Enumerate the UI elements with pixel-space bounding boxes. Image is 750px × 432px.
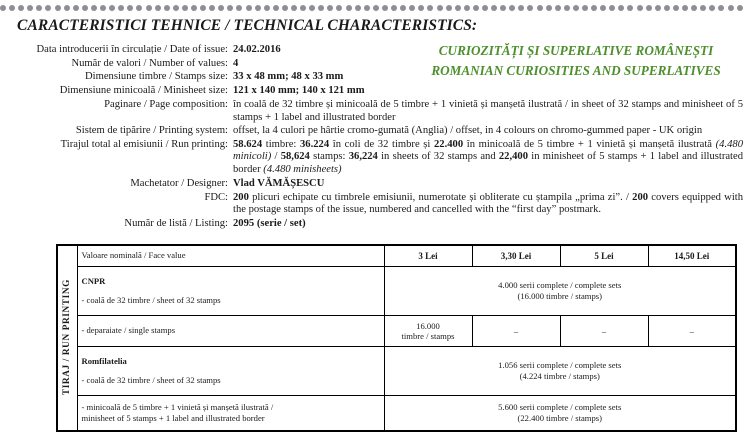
decorative-dot bbox=[173, 5, 179, 11]
decorative-dot bbox=[182, 5, 188, 11]
row-merged-value-romfilatelia-sheet bbox=[384, 347, 736, 396]
decorative-dot bbox=[737, 5, 743, 11]
spec-value: Vlad VĂMĂȘESCU bbox=[233, 178, 325, 189]
decorative-dot bbox=[391, 5, 397, 11]
decorative-dot bbox=[418, 5, 424, 11]
cell-single-stamps-330lei: – bbox=[472, 316, 560, 347]
decorative-dot bbox=[673, 5, 679, 11]
decorative-dot bbox=[500, 5, 506, 11]
spec-label: Data introducerii în circulație / Date of issue: bbox=[36, 44, 228, 55]
decorative-dot bbox=[355, 5, 361, 11]
decorative-dot bbox=[191, 5, 197, 11]
decorative-dot bbox=[682, 5, 688, 11]
merged-line-2: (16.000 timbre / stamps) bbox=[517, 291, 602, 301]
decorative-dot bbox=[573, 5, 579, 11]
spec-value: 121 x 140 mm; 140 x 121 mm bbox=[233, 84, 365, 96]
decorative-dot bbox=[709, 5, 715, 11]
decorative-dot bbox=[546, 5, 552, 11]
spec-label: FDC: bbox=[204, 191, 228, 203]
row-sublabel: - coală de 32 timbre / sheet of 32 stamps bbox=[81, 294, 221, 305]
row-label-cnpr-sheet bbox=[77, 267, 384, 316]
spec-label: Număr de valori / Number of values: bbox=[71, 57, 228, 69]
row-sublabel-line-1: - minicoală de 5 timbre + 1 vinietă și manșetă ilustrată / bbox=[81, 401, 274, 412]
decorative-dot bbox=[336, 5, 342, 11]
merged-line-1: 4.000 serii complete / complete sets bbox=[498, 280, 622, 290]
table-row bbox=[57, 396, 736, 432]
decorative-dot bbox=[582, 5, 588, 11]
decorative-dot bbox=[627, 5, 633, 11]
decorative-dot bbox=[0, 5, 6, 11]
decorative-dot bbox=[45, 5, 51, 11]
merged-line-2: (22.400 timbre / stamps) bbox=[517, 413, 602, 423]
issue-heading-romanian: CURIOZITĂȚI ȘI SUPERLATIVE ROMÂNEȘTI bbox=[438, 43, 714, 58]
decorative-dot bbox=[155, 5, 161, 11]
decorative-dot bbox=[18, 5, 24, 11]
row-sublabel: - coală de 32 timbre / sheet of 32 stamps bbox=[81, 374, 221, 385]
spec-value: offset, la 4 culori pe hârtie cromo-gumată (Anglia) / offset, in 4 colours on chromo-gummed paper - UK origin bbox=[233, 125, 703, 137]
spec-label: Dimensiune minicoală / Minisheet size: bbox=[59, 84, 228, 96]
decorative-dot bbox=[637, 5, 643, 11]
spec-value: în coală de 32 timbre și minicoală de 5 timbre + 1 vinietă și manșetă ilustrată / in sheet of 32 stamps and minisheet of 5 stamps + 1 label and illustrated border bbox=[233, 99, 743, 123]
decorative-dot bbox=[91, 5, 97, 11]
decorative-dot bbox=[9, 5, 15, 11]
decorative-dot bbox=[728, 5, 734, 11]
spec-value: 2095 (serie / set) bbox=[233, 217, 306, 229]
decorative-dot bbox=[255, 5, 261, 11]
decorative-dot bbox=[491, 5, 497, 11]
spec-label: Paginare / Page composition: bbox=[104, 99, 228, 111]
decorative-dot bbox=[609, 5, 615, 11]
merged-line-1: 1.056 serii complete / complete sets bbox=[498, 360, 622, 370]
decorative-dot bbox=[655, 5, 661, 11]
decorative-dot bbox=[518, 5, 524, 11]
decorative-dot bbox=[527, 5, 533, 11]
spec-value: 58.624 timbre: 36.224 în coli de 32 timbre și 22.400 în minicoală de 5 timbre + 1 vinietă și manșetă ilustrată (4.480 minicoli) / 58,624 stamps: 36,224 in sheets of 32 stamps and 22,400 in minisheet of 5 stamps + 1 label and illustrated border (4.480 minisheets) bbox=[233, 138, 744, 175]
spec-value: 33 x 48 mm; 48 x 33 mm bbox=[233, 71, 344, 83]
decorative-dot bbox=[409, 5, 415, 11]
spec-row-number-of-values bbox=[0, 58, 750, 70]
rotated-section-label bbox=[57, 245, 77, 431]
spec-label: Sistem de tipărire / Printing system: bbox=[75, 125, 228, 137]
decorative-dot bbox=[27, 5, 33, 11]
decorative-dot bbox=[318, 5, 324, 11]
decorative-dot bbox=[136, 5, 142, 11]
specification-list bbox=[0, 44, 750, 231]
row-merged-value-romfilatelia-minisheet bbox=[384, 396, 736, 432]
row-label-romfilatelia-minisheet bbox=[77, 396, 384, 432]
decorative-dot bbox=[264, 5, 270, 11]
decorative-dot bbox=[509, 5, 515, 11]
group-name-cnpr: CNPR bbox=[81, 276, 106, 286]
decorative-dot bbox=[691, 5, 697, 11]
page-title: CARACTERISTICI TEHNICE / TECHNICAL CHARACTERISTICS: bbox=[17, 17, 478, 34]
table-header-value-1: 3 Lei bbox=[384, 245, 472, 267]
spec-value: 200 plicuri echipate cu timbrele emisiunii, numerotate și obliterate cu ștampila „prima zi”. / 200 covers equipped with the postage stamps of the issue, numbered and cancelled with the “first day” postmark. bbox=[233, 191, 743, 215]
cell-line-2: timbre / stamps bbox=[401, 331, 455, 341]
decorative-dot bbox=[455, 5, 461, 11]
decorative-dot bbox=[327, 5, 333, 11]
spec-row-minisheet-size bbox=[0, 85, 750, 97]
table-row bbox=[57, 347, 736, 396]
decorative-dot bbox=[236, 5, 242, 11]
decorative-dot bbox=[209, 5, 215, 11]
decorative-dot bbox=[364, 5, 370, 11]
spec-label: Machetator / Designer: bbox=[130, 178, 228, 189]
decorative-dot bbox=[400, 5, 406, 11]
decorative-dot bbox=[600, 5, 606, 11]
decorative-dot bbox=[273, 5, 279, 11]
decorative-dot bbox=[309, 5, 315, 11]
run-printing-table-wrapper bbox=[56, 244, 737, 432]
decorative-dot bbox=[218, 5, 224, 11]
issue-heading-english: ROMANIAN CURIOSITIES AND SUPERLATIVES bbox=[431, 63, 721, 78]
decorative-dot bbox=[36, 5, 42, 11]
cell-single-stamps-3lei bbox=[384, 316, 472, 347]
spec-row-run-printing bbox=[0, 139, 750, 176]
table-header-value-2: 3,30 Lei bbox=[472, 245, 560, 267]
row-merged-value-cnpr-sheet bbox=[384, 267, 736, 316]
decorative-dot bbox=[473, 5, 479, 11]
decorative-dot bbox=[64, 5, 70, 11]
decorative-dot bbox=[482, 5, 488, 11]
spec-label: Dimensiune timbre / Stamps size: bbox=[85, 71, 228, 83]
decorative-dot bbox=[146, 5, 152, 11]
spec-row-fdc bbox=[0, 192, 750, 217]
decorative-dot bbox=[82, 5, 88, 11]
table-row bbox=[57, 316, 736, 347]
merged-line-2: (4.224 timbre / stamps) bbox=[519, 371, 600, 381]
decorative-dot bbox=[127, 5, 133, 11]
spec-value: 24.02.2016 bbox=[233, 44, 281, 55]
table-row bbox=[57, 267, 736, 316]
table-header-value-4: 14,50 Lei bbox=[648, 245, 736, 267]
run-printing-table bbox=[56, 244, 737, 432]
spec-row-date-of-issue bbox=[0, 44, 750, 56]
spec-row-listing bbox=[0, 218, 750, 230]
decorative-dot bbox=[109, 5, 115, 11]
decorative-dot bbox=[382, 5, 388, 11]
decorative-dot bbox=[73, 5, 79, 11]
decorative-dot bbox=[346, 5, 352, 11]
row-label-romfilatelia-sheet bbox=[77, 347, 384, 396]
decorative-dot bbox=[246, 5, 252, 11]
decorative-dot bbox=[227, 5, 233, 11]
spec-row-page-composition bbox=[0, 99, 750, 124]
cell-single-stamps-1450lei: – bbox=[648, 316, 736, 347]
row-label-single-stamps: - deparaiate / single stamps bbox=[77, 316, 384, 347]
decorative-dot bbox=[700, 5, 706, 11]
decorative-dot bbox=[464, 5, 470, 11]
decorative-dot bbox=[300, 5, 306, 11]
cell-line-1: 16.000 bbox=[416, 320, 440, 331]
table-header-value-3: 5 Lei bbox=[560, 245, 648, 267]
decorative-dotted-rule bbox=[0, 3, 750, 13]
table-header-face-value: Valoare nominală / Face value bbox=[77, 245, 384, 267]
decorative-dot bbox=[282, 5, 288, 11]
decorative-dot bbox=[200, 5, 206, 11]
spec-value: 4 bbox=[233, 57, 239, 69]
spec-row-stamps-size bbox=[0, 71, 750, 83]
spec-row-printing-system bbox=[0, 125, 750, 137]
decorative-dot bbox=[446, 5, 452, 11]
spec-row-designer bbox=[0, 178, 750, 190]
merged-line-1: 5.600 serii complete / complete sets bbox=[498, 402, 622, 412]
decorative-dot bbox=[164, 5, 170, 11]
decorative-dot bbox=[564, 5, 570, 11]
decorative-dot bbox=[555, 5, 561, 11]
decorative-dot bbox=[373, 5, 379, 11]
decorative-dot bbox=[55, 5, 61, 11]
decorative-dot bbox=[118, 5, 124, 11]
decorative-dot bbox=[618, 5, 624, 11]
decorative-dot bbox=[291, 5, 297, 11]
decorative-dot bbox=[664, 5, 670, 11]
decorative-dot bbox=[100, 5, 106, 11]
table-header-row bbox=[57, 245, 736, 267]
decorative-dot bbox=[537, 5, 543, 11]
cell-single-stamps-5lei: – bbox=[560, 316, 648, 347]
rotated-section-label-text: TIRAJ / RUN PRINTING bbox=[62, 278, 73, 396]
spec-label: Tirajul total al emisiunii / Run printing: bbox=[60, 138, 228, 150]
decorative-dot bbox=[437, 5, 443, 11]
decorative-dot bbox=[591, 5, 597, 11]
decorative-dot bbox=[718, 5, 724, 11]
group-name-romfilatelia: Romfilatelia bbox=[81, 356, 127, 366]
spec-label: Număr de listă / Listing: bbox=[124, 217, 228, 229]
decorative-dot bbox=[427, 5, 433, 11]
row-sublabel-line-2: minisheet of 5 stamps + 1 label and illustrated border bbox=[81, 413, 265, 423]
decorative-dot bbox=[646, 5, 652, 11]
